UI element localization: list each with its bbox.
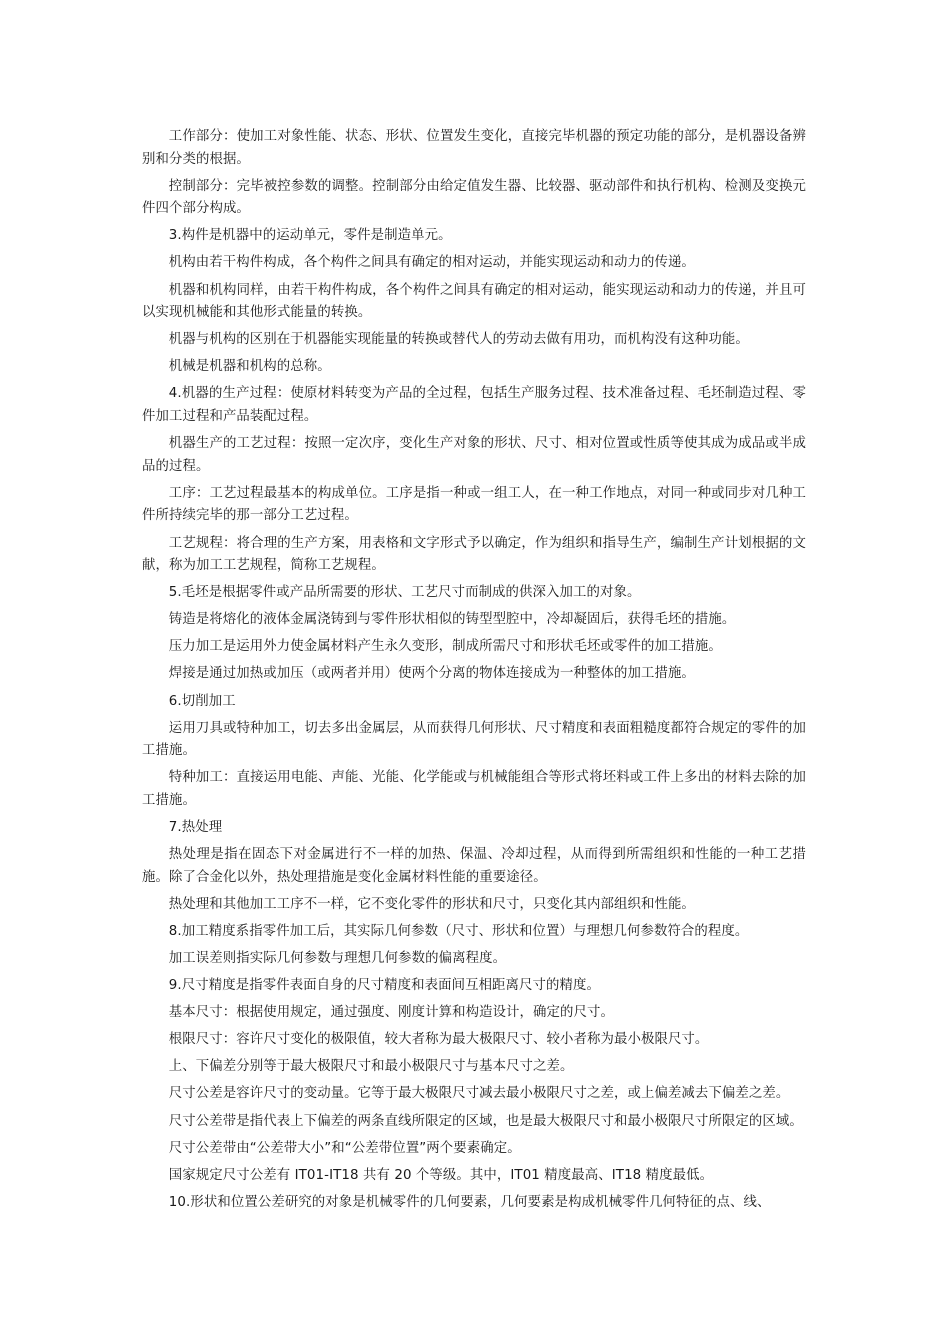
paragraph-machinery: 机械是机器和机构的总称。 — [168, 359, 331, 375]
paragraph-control-part: 控制部分：完毕被控参数的调整。控制部分由给定值发生器、比较器、驱动部件和执行机构、检测及变换元件四个部分构成。 — [142, 178, 806, 217]
paragraph-special-machining: 特种加工：直接运用电能、声能、光能、化学能或与机械能组合等形式将坯料或工件上多出的材料去除的加工措施。 — [142, 770, 806, 808]
paragraph-limit-size: 根限尺寸：容许尺寸变化的极限值，较大者称为最大极限尺寸、较小者称为最小极限尺寸。 — [168, 1032, 709, 1048]
paragraph-forming: 压力加工是运用外力使金属材料产生永久变形，制成所需尺寸和形状毛坯或零件的加工措施。 — [168, 639, 722, 655]
paragraph-deviation: 上、下偏差分别等于最大极限尺寸和最小极限尺寸与基本尺寸之差。 — [168, 1059, 574, 1075]
paragraph-section-8: 8.加工精度系指零件加工后，其实际几何参数（尺寸、形状和位置）与理想几何参数符合的程度。 — [168, 923, 749, 939]
paragraph-tolerance-grades: 国家规定尺寸公差有 IT01-IT18 共有 20 个等级。其中，IT01 精度最高、IT18 精度最低。 — [168, 1167, 714, 1183]
paragraph-process: 机器生产的工艺过程：按照一定次序，变化生产对象的形状、尺寸、相对位置或性质等使其成为成品或半成品的过程。 — [142, 436, 806, 474]
paragraph-difference: 机器与机构的区别在于机器能实现能量的转换或替代人的劳动去做有用功，而机构没有这种功能。 — [168, 332, 749, 348]
paragraph-section-7: 7.热处理 — [168, 820, 223, 836]
paragraph-tolerance-zone: 尺寸公差带是指代表上下偏差的两条直线所限定的区域，也是最大极限尺寸和最小极限尺寸所限定的区域。 — [168, 1113, 803, 1129]
paragraph-heat-treatment-2: 热处理和其他加工工序不一样，它不变化零件的形状和尺寸，只变化其内部组织和性能。 — [168, 896, 695, 912]
paragraph-mechanism: 机构由若干构件构成，各个构件之间具有确定的相对运动，并能实现运动和动力的传递。 — [168, 255, 695, 271]
paragraph-section-9: 9.尺寸精度是指零件表面自身的尺寸精度和表面间互相距离尺寸的精度。 — [168, 978, 600, 994]
paragraph-machine-vs-mechanism: 机器和机构同样，由若干构件构成，各个构件之间具有确定的相对运动，能实现运动和动力的传递，并且可以实现机械能和其他形式能量的转换。 — [142, 282, 806, 321]
paragraph-basic-size: 基本尺寸：根据使用规定，通过强度、刚度计算和构造设计，确定的尺寸。 — [168, 1005, 614, 1021]
paragraph-section-5: 5.毛坯是根据零件或产品所需要的形状、工艺尺寸而制成的供深入加工的对象。 — [168, 585, 641, 601]
paragraph-tolerance: 尺寸公差是容许尺寸的变动量。它等于最大极限尺寸减去最小极限尺寸之差，或上偏差减去下偏差之差。 — [168, 1086, 790, 1102]
paragraph-casting: 铸造是将熔化的液体金属浇铸到与零件形状相似的铸型型腔中，冷却凝固后，获得毛坯的措施。 — [168, 612, 736, 628]
paragraph-working-part: 工作部分：使加工对象性能、状态、形状、位置发生变化，直接完毕机器的预定功能的部分，是机器设备辨别和分类的根据。 — [142, 129, 806, 167]
paragraph-heat-treatment: 热处理是指在固态下对金属进行不一样的加热、保温、冷却过程，从而得到所需组织和性能的一种工艺措施。除了合金化以外，热处理措施是变化金属材料性能的重要途径。 — [142, 847, 806, 885]
paragraph-tolerance-zone-elements: 尺寸公差带由“公差带大小”和“公差带位置”两个要素确定。 — [168, 1140, 521, 1156]
paragraph-section-10: 10.形状和位置公差研究的对象是机械零件的几何要素，几何要素是构成机械零件几何特征的点、线、 — [168, 1194, 771, 1210]
paragraph-section-6: 6.切削加工 — [168, 693, 236, 709]
paragraph-section-4: 4.机器的生产过程：使原材料转变为产品的全过程，包括生产服务过程、技术准备过程、毛坯制造过程、零件加工过程和产品装配过程。 — [142, 386, 806, 425]
paragraph-operation: 工序：工艺过程最基本的构成单位。工序是指一种或一组工人，在一种工作地点，对同一种或同步对几种工件所持续完毕的那一部分工艺过程。 — [142, 485, 806, 524]
paragraph-cutting: 运用刀具或特种加工，切去多出金属层，从而获得几何形状、尺寸精度和表面粗糙度都符合规定的零件的加工措施。 — [142, 720, 806, 759]
document-page — [142, 126, 806, 1219]
paragraph-section-3: 3.构件是机器中的运动单元，零件是制造单元。 — [168, 228, 452, 244]
paragraph-process-spec: 工艺规程：将合理的生产方案，用表格和文字形式予以确定，作为组织和指导生产，编制生产计划根据的文献，称为加工工艺规程，简称工艺规程。 — [142, 535, 806, 574]
paragraph-machining-error: 加工误差则指实际几何参数与理想几何参数的偏离程度。 — [168, 951, 507, 966]
paragraph-welding: 焊接是通过加热或加压（或两者并用）使两个分离的物体连接成为一种整体的加工措施。 — [168, 666, 695, 682]
